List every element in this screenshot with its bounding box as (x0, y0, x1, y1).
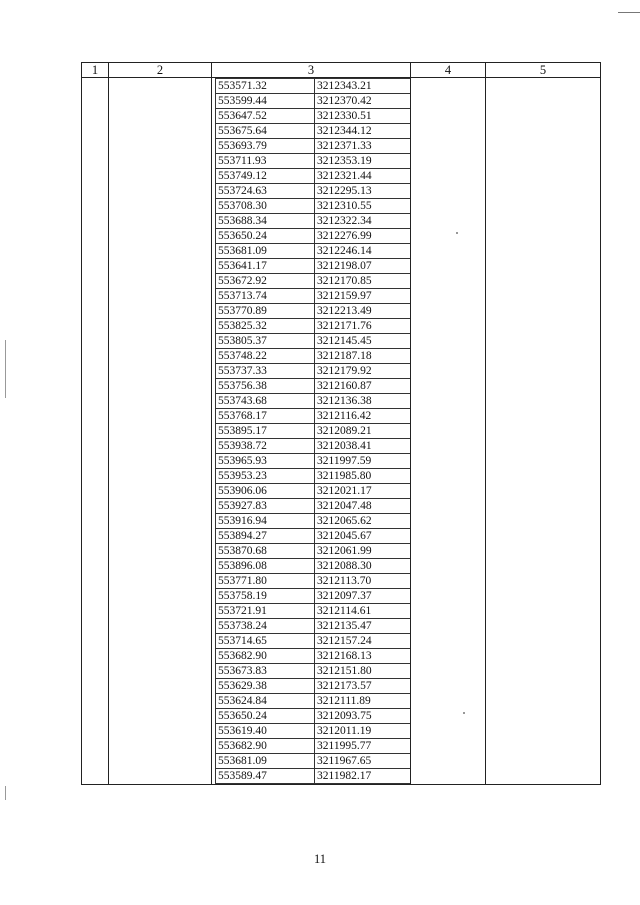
table-row (216, 664, 411, 679)
y-coordinate: 3211982.17 (315, 769, 411, 784)
y-coordinate: 3212170.85 (315, 274, 411, 289)
table-row (216, 769, 411, 784)
column-5-cell (486, 78, 601, 785)
y-coordinate: 3212322.34 (315, 214, 411, 229)
x-coordinate: 553711.93 (216, 154, 315, 169)
x-coordinate: 553770.89 (216, 304, 315, 319)
table-row (216, 169, 411, 184)
x-coordinate: 553619.40 (216, 724, 315, 739)
table-row (216, 514, 411, 529)
table-row (216, 454, 411, 469)
y-coordinate: 3212246.14 (315, 244, 411, 259)
table-row (216, 589, 411, 604)
y-coordinate: 3212344.12 (315, 124, 411, 139)
x-coordinate: 553825.32 (216, 319, 315, 334)
x-coordinate: 553927.83 (216, 499, 315, 514)
x-coordinate: 553589.47 (216, 769, 315, 784)
x-coordinate: 553673.83 (216, 664, 315, 679)
column-header-1: 1 (82, 63, 109, 78)
x-coordinate: 553650.24 (216, 709, 315, 724)
y-coordinate: 3212114.61 (315, 604, 411, 619)
x-coordinate: 553749.12 (216, 169, 315, 184)
y-coordinate: 3212159.97 (315, 289, 411, 304)
y-coordinate: 3212038.41 (315, 439, 411, 454)
table-row (216, 619, 411, 634)
coordinates-table (81, 62, 601, 785)
x-coordinate: 553714.65 (216, 634, 315, 649)
y-coordinate: 3212370.42 (315, 94, 411, 109)
x-coordinate: 553629.38 (216, 679, 315, 694)
y-coordinate: 3212113.70 (315, 574, 411, 589)
x-coordinate: 553721.91 (216, 604, 315, 619)
x-coordinate: 553896.08 (216, 559, 315, 574)
table-body-row (82, 78, 601, 785)
y-coordinate: 3212011.19 (315, 724, 411, 739)
y-coordinate: 3212088.30 (315, 559, 411, 574)
x-coordinate: 553713.74 (216, 289, 315, 304)
y-coordinate: 3212157.24 (315, 634, 411, 649)
table-row (216, 274, 411, 289)
y-coordinate: 3212135.47 (315, 619, 411, 634)
y-coordinate: 3212171.76 (315, 319, 411, 334)
y-coordinate: 3212111.89 (315, 694, 411, 709)
x-coordinate: 553672.92 (216, 274, 315, 289)
y-coordinate: 3212151.80 (315, 664, 411, 679)
y-coordinate: 3212168.13 (315, 649, 411, 664)
y-coordinate: 3212295.13 (315, 184, 411, 199)
x-coordinate: 553693.79 (216, 139, 315, 154)
page-number: 11 (313, 852, 327, 866)
table-row (216, 139, 411, 154)
y-coordinate: 3212343.21 (315, 79, 411, 94)
y-coordinate: 3212173.57 (315, 679, 411, 694)
y-coordinate: 3212310.55 (315, 199, 411, 214)
y-coordinate: 3212089.21 (315, 424, 411, 439)
table-row (216, 109, 411, 124)
column-4-cell (411, 78, 486, 785)
table-row (216, 409, 411, 424)
y-coordinate: 3212061.99 (315, 544, 411, 559)
y-coordinate: 3212116.42 (315, 409, 411, 424)
table-row (216, 319, 411, 334)
x-coordinate: 553724.63 (216, 184, 315, 199)
table-row (216, 739, 411, 754)
y-coordinate: 3212198.07 (315, 259, 411, 274)
y-coordinate: 3211995.77 (315, 739, 411, 754)
table-row (216, 634, 411, 649)
table-row (216, 379, 411, 394)
x-coordinate: 553953.23 (216, 469, 315, 484)
x-coordinate: 553756.38 (216, 379, 315, 394)
coordinate-pairs-table (215, 78, 411, 784)
y-coordinate: 3212093.75 (315, 709, 411, 724)
table-row (216, 199, 411, 214)
table-header-row (82, 63, 601, 78)
table-row (216, 709, 411, 724)
x-coordinate: 553681.09 (216, 244, 315, 259)
column-header-3: 3 (212, 63, 411, 78)
x-coordinate: 553758.19 (216, 589, 315, 604)
table-row (216, 124, 411, 139)
x-coordinate: 553737.33 (216, 364, 315, 379)
table-row (216, 559, 411, 574)
table-row (216, 679, 411, 694)
scan-artifact-line (618, 12, 640, 13)
column-3-cell (212, 78, 411, 785)
y-coordinate: 3212045.67 (315, 529, 411, 544)
x-coordinate: 553641.17 (216, 259, 315, 274)
y-coordinate: 3212276.99 (315, 229, 411, 244)
table-row (216, 244, 411, 259)
table-row (216, 154, 411, 169)
x-coordinate: 553870.68 (216, 544, 315, 559)
table-row (216, 214, 411, 229)
table-row (216, 649, 411, 664)
table-row (216, 484, 411, 499)
column-2-cell (109, 78, 212, 785)
x-coordinate: 553805.37 (216, 334, 315, 349)
y-coordinate: 3212371.33 (315, 139, 411, 154)
y-coordinate: 3212179.92 (315, 364, 411, 379)
table-row (216, 499, 411, 514)
table-row (216, 724, 411, 739)
scan-artifact-tick (5, 786, 6, 800)
table-row (216, 469, 411, 484)
y-coordinate: 3212187.18 (315, 349, 411, 364)
x-coordinate: 553675.64 (216, 124, 315, 139)
x-coordinate: 553682.90 (216, 649, 315, 664)
column-1-cell (82, 78, 109, 785)
table-row (216, 574, 411, 589)
x-coordinate: 553768.17 (216, 409, 315, 424)
x-coordinate: 553771.80 (216, 574, 315, 589)
table-row (216, 259, 411, 274)
y-coordinate: 3212065.62 (315, 514, 411, 529)
table-row (216, 334, 411, 349)
y-coordinate: 3211985.80 (315, 469, 411, 484)
y-coordinate: 3212160.87 (315, 379, 411, 394)
y-coordinate: 3212321.44 (315, 169, 411, 184)
x-coordinate: 553624.84 (216, 694, 315, 709)
x-coordinate: 553738.24 (216, 619, 315, 634)
table-row (216, 229, 411, 244)
x-coordinate: 553682.90 (216, 739, 315, 754)
table-row (216, 424, 411, 439)
table-row (216, 439, 411, 454)
table-row (216, 604, 411, 619)
x-coordinate: 553688.34 (216, 214, 315, 229)
x-coordinate: 553743.68 (216, 394, 315, 409)
column-header-2: 2 (109, 63, 212, 78)
table-row (216, 79, 411, 94)
y-coordinate: 3211967.65 (315, 754, 411, 769)
x-coordinate: 553916.94 (216, 514, 315, 529)
x-coordinate: 553647.52 (216, 109, 315, 124)
y-coordinate: 3212213.49 (315, 304, 411, 319)
table-row (216, 754, 411, 769)
scan-artifact-tick (5, 340, 6, 398)
y-coordinate: 3212145.45 (315, 334, 411, 349)
y-coordinate: 3212047.48 (315, 499, 411, 514)
table-row (216, 529, 411, 544)
column-header-5: 5 (486, 63, 601, 78)
table-row (216, 184, 411, 199)
x-coordinate: 553650.24 (216, 229, 315, 244)
y-coordinate: 3212136.38 (315, 394, 411, 409)
y-coordinate: 3212330.51 (315, 109, 411, 124)
x-coordinate: 553708.30 (216, 199, 315, 214)
x-coordinate: 553895.17 (216, 424, 315, 439)
table-row (216, 289, 411, 304)
x-coordinate: 553681.09 (216, 754, 315, 769)
y-coordinate: 3212097.37 (315, 589, 411, 604)
table-row (216, 304, 411, 319)
column-header-4: 4 (411, 63, 486, 78)
table-row (216, 394, 411, 409)
x-coordinate: 553906.06 (216, 484, 315, 499)
x-coordinate: 553599.44 (216, 94, 315, 109)
x-coordinate: 553894.27 (216, 529, 315, 544)
table-row (216, 694, 411, 709)
y-coordinate: 3212353.19 (315, 154, 411, 169)
y-coordinate: 3211997.59 (315, 454, 411, 469)
x-coordinate: 553748.22 (216, 349, 315, 364)
x-coordinate: 553571.32 (216, 79, 315, 94)
table-row (216, 349, 411, 364)
table-row (216, 544, 411, 559)
table-row (216, 94, 411, 109)
table-row (216, 364, 411, 379)
y-coordinate: 3212021.17 (315, 484, 411, 499)
x-coordinate: 553938.72 (216, 439, 315, 454)
x-coordinate: 553965.93 (216, 454, 315, 469)
